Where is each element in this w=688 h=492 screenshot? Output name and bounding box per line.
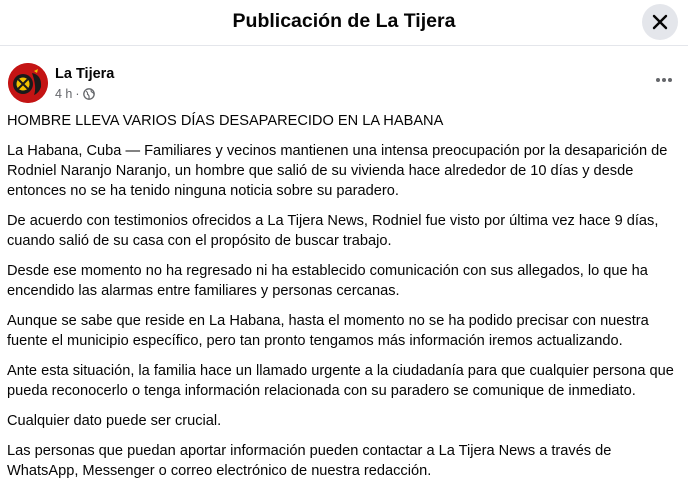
more-horizontal-icon <box>655 77 673 83</box>
post-time[interactable]: 4 h <box>55 87 73 101</box>
post-header <box>8 63 680 107</box>
post-paragraph: Aunque se sabe que reside en La Habana, hasta el momento no se ha podido precisar con nuestra fuente el municipio específico, pero tan pronto tengamos más información iremos actualizando. <box>7 312 649 349</box>
more-options-button[interactable] <box>652 70 676 90</box>
post-paragraph: La Habana, Cuba — Familiares y vecinos mantienen una intensa preocupación por la desaparición de Rodniel Naranjo Naranjo, un hombre que salió de su vivienda hace alrededor de 10 días y desde entonces no se ha tenido ninguna noticia sobre su paradero. <box>7 143 668 199</box>
dialog-header <box>0 0 688 46</box>
close-button[interactable] <box>642 4 678 40</box>
close-icon <box>652 14 668 30</box>
globe-icon <box>83 88 95 100</box>
la-tijera-logo-icon <box>8 63 48 103</box>
post-meta <box>55 87 95 101</box>
author-name[interactable]: La Tijera <box>55 66 115 82</box>
post-paragraph: Desde ese momento no ha regresado ni ha establecido comunicación con sus allegados, lo que ha encendido las alarmas entre familiares y personas cercanas. <box>7 262 648 299</box>
meta-separator: · <box>75 87 80 101</box>
post-paragraph: Ante esta situación, la familia hace un llamado urgente a la ciudadanía para que cualquier persona que pueda reconocerlo o tenga información relacionada con su paradero se comunique de inmediato. <box>7 362 674 399</box>
post-paragraph: Cualquier dato puede ser crucial. <box>7 412 222 429</box>
post-paragraph: Las personas que puedan aportar información pueden contactar a La Tijera News a través de WhatsApp, Messenger o correo electrónico de nuestra redacción. <box>7 443 612 479</box>
post-headline: HOMBRE LLEVA VARIOS DÍAS DESAPARECIDO EN LA HABANA <box>7 113 444 129</box>
post-paragraph: De acuerdo con testimonios ofrecidos a La Tijera News, Rodniel fue visto por última vez hace 9 días, cuando salió de su casa con el propósito de buscar trabajo. <box>7 212 659 249</box>
dialog-title: Publicación de La Tijera <box>232 10 456 32</box>
post-body <box>7 112 683 492</box>
avatar[interactable] <box>8 63 48 103</box>
